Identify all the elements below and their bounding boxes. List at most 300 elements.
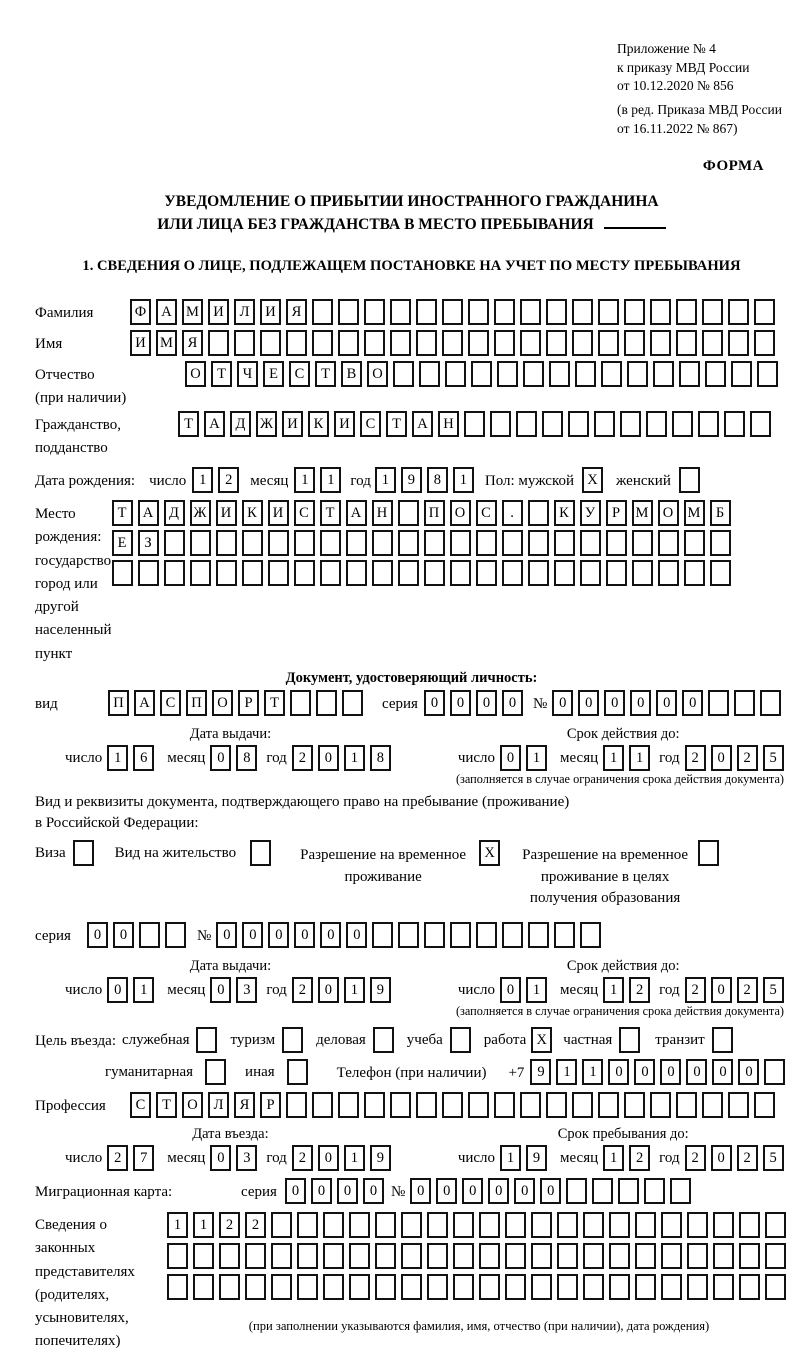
cell[interactable]: [516, 411, 537, 437]
cell[interactable]: [416, 330, 437, 356]
cell[interactable]: [312, 330, 333, 356]
cell[interactable]: [398, 530, 419, 556]
cell[interactable]: 1: [526, 745, 547, 771]
cell[interactable]: [520, 299, 541, 325]
cell[interactable]: Т: [156, 1092, 177, 1118]
cell[interactable]: С: [130, 1092, 151, 1118]
cell[interactable]: 1: [375, 467, 396, 493]
cell[interactable]: [598, 299, 619, 325]
cell[interactable]: [349, 1212, 370, 1238]
cell[interactable]: М: [632, 500, 653, 526]
cell[interactable]: 0: [656, 690, 677, 716]
rvp-doc-number-cells[interactable]: [216, 922, 606, 948]
cell[interactable]: 1: [344, 977, 365, 1003]
birth-month-cells[interactable]: [294, 467, 346, 493]
cell[interactable]: 0: [363, 1178, 384, 1204]
cell[interactable]: Ч: [237, 361, 258, 387]
cell[interactable]: 8: [427, 467, 448, 493]
cell[interactable]: [320, 560, 341, 586]
cell[interactable]: 1: [107, 745, 128, 771]
cell[interactable]: [494, 330, 515, 356]
cell[interactable]: 0: [318, 977, 339, 1003]
sex-female-checkbox[interactable]: [679, 467, 705, 493]
cell[interactable]: [632, 560, 653, 586]
residence-permit-checkbox[interactable]: [250, 840, 276, 866]
cell[interactable]: 1: [193, 1212, 214, 1238]
cell[interactable]: [476, 922, 497, 948]
cell[interactable]: [442, 330, 463, 356]
cell[interactable]: [427, 1274, 448, 1300]
cell[interactable]: 1: [582, 1059, 603, 1085]
cell[interactable]: 7: [133, 1145, 154, 1171]
cell[interactable]: 0: [502, 690, 523, 716]
cell[interactable]: [650, 299, 671, 325]
cell[interactable]: Я: [234, 1092, 255, 1118]
cell[interactable]: [609, 1212, 630, 1238]
cell[interactable]: [165, 922, 186, 948]
cell[interactable]: [287, 1059, 308, 1085]
cell[interactable]: [286, 330, 307, 356]
sex-male-checkbox[interactable]: [582, 467, 608, 493]
cell[interactable]: 2: [218, 467, 239, 493]
cell[interactable]: [658, 530, 679, 556]
cell[interactable]: 0: [604, 690, 625, 716]
iddoc-expiry-day[interactable]: [500, 745, 552, 771]
other-checkbox[interactable]: [287, 1059, 313, 1085]
cell[interactable]: 0: [500, 977, 521, 1003]
cell[interactable]: [650, 330, 671, 356]
cell[interactable]: 0: [210, 1145, 231, 1171]
cell[interactable]: И: [216, 500, 237, 526]
cell[interactable]: [338, 299, 359, 325]
cell[interactable]: [739, 1212, 760, 1238]
commercial-checkbox[interactable]: [373, 1027, 399, 1053]
cell[interactable]: К: [554, 500, 575, 526]
cell[interactable]: О: [185, 361, 206, 387]
cell[interactable]: С: [360, 411, 381, 437]
cell[interactable]: [393, 361, 414, 387]
cell[interactable]: [164, 560, 185, 586]
cell[interactable]: [346, 560, 367, 586]
cell[interactable]: [572, 299, 593, 325]
cell[interactable]: М: [182, 299, 203, 325]
cell[interactable]: 0: [476, 690, 497, 716]
cell[interactable]: А: [156, 299, 177, 325]
cell[interactable]: [268, 530, 289, 556]
cell[interactable]: [196, 1027, 217, 1053]
cell[interactable]: [205, 1059, 226, 1085]
cell[interactable]: [580, 560, 601, 586]
cell[interactable]: [606, 560, 627, 586]
cell[interactable]: [316, 690, 337, 716]
cell[interactable]: [583, 1274, 604, 1300]
cell[interactable]: [702, 299, 723, 325]
cell[interactable]: [312, 1092, 333, 1118]
cell[interactable]: Р: [260, 1092, 281, 1118]
cell[interactable]: Т: [315, 361, 336, 387]
iddoc-issue-month[interactable]: [210, 745, 262, 771]
cell[interactable]: [542, 411, 563, 437]
cell[interactable]: Б: [710, 500, 731, 526]
business-checkbox[interactable]: [196, 1027, 222, 1053]
cell[interactable]: [342, 690, 363, 716]
cell[interactable]: [390, 330, 411, 356]
cell[interactable]: [635, 1212, 656, 1238]
cell[interactable]: [764, 1059, 785, 1085]
entry-year[interactable]: [292, 1145, 396, 1171]
cell[interactable]: [594, 411, 615, 437]
cell[interactable]: 3: [236, 1145, 257, 1171]
cell[interactable]: 2: [629, 1145, 650, 1171]
cell[interactable]: X: [479, 840, 500, 866]
cell[interactable]: [453, 1212, 474, 1238]
cell[interactable]: [750, 411, 771, 437]
cell[interactable]: [372, 560, 393, 586]
migration-card-series-cells[interactable]: [285, 1178, 389, 1204]
cell[interactable]: В: [341, 361, 362, 387]
cell[interactable]: [479, 1274, 500, 1300]
cell[interactable]: Т: [211, 361, 232, 387]
cell[interactable]: [624, 330, 645, 356]
cell[interactable]: [193, 1243, 214, 1269]
cell[interactable]: [624, 299, 645, 325]
cell[interactable]: [554, 530, 575, 556]
cell[interactable]: А: [346, 500, 367, 526]
cell[interactable]: 0: [242, 922, 263, 948]
cell[interactable]: [620, 411, 641, 437]
cell[interactable]: 2: [292, 1145, 313, 1171]
cell[interactable]: [731, 361, 752, 387]
cell[interactable]: X: [582, 467, 603, 493]
iddoc-series-cells[interactable]: [424, 690, 528, 716]
cell[interactable]: [712, 1027, 733, 1053]
cell[interactable]: [338, 1092, 359, 1118]
cell[interactable]: [476, 530, 497, 556]
cell[interactable]: [219, 1274, 240, 1300]
cell[interactable]: О: [658, 500, 679, 526]
cell[interactable]: [765, 1243, 786, 1269]
cell[interactable]: [364, 299, 385, 325]
cell[interactable]: [338, 330, 359, 356]
cell[interactable]: [754, 1092, 775, 1118]
cell[interactable]: [684, 530, 705, 556]
cell[interactable]: Р: [238, 690, 259, 716]
cell[interactable]: [609, 1274, 630, 1300]
cell[interactable]: Н: [372, 500, 393, 526]
cell[interactable]: [554, 922, 575, 948]
cell[interactable]: [557, 1212, 578, 1238]
cell[interactable]: [401, 1274, 422, 1300]
cell[interactable]: [505, 1274, 526, 1300]
cell[interactable]: 0: [450, 690, 471, 716]
cell[interactable]: [627, 361, 648, 387]
cell[interactable]: Д: [230, 411, 251, 437]
cell[interactable]: [580, 530, 601, 556]
cell[interactable]: [250, 840, 271, 866]
cell[interactable]: [601, 361, 622, 387]
birth-year-cells[interactable]: [375, 467, 479, 493]
migration-card-number-cells[interactable]: [410, 1178, 696, 1204]
surname-cells[interactable]: [130, 299, 780, 325]
representatives-cells-row1[interactable]: [167, 1212, 791, 1238]
cell[interactable]: Н: [438, 411, 459, 437]
cell[interactable]: [416, 1092, 437, 1118]
cell[interactable]: [619, 1027, 640, 1053]
cell[interactable]: [583, 1212, 604, 1238]
cell[interactable]: [490, 411, 511, 437]
cell[interactable]: [349, 1243, 370, 1269]
cell[interactable]: Т: [178, 411, 199, 437]
cell[interactable]: .: [502, 500, 523, 526]
cell[interactable]: [323, 1212, 344, 1238]
rvp-issue-year[interactable]: [292, 977, 396, 1003]
cell[interactable]: [713, 1243, 734, 1269]
cell[interactable]: [635, 1274, 656, 1300]
cell[interactable]: Т: [112, 500, 133, 526]
cell[interactable]: [427, 1243, 448, 1269]
cell[interactable]: [698, 840, 719, 866]
cell[interactable]: [505, 1212, 526, 1238]
cell[interactable]: [520, 330, 541, 356]
cell[interactable]: [728, 1092, 749, 1118]
cell[interactable]: [635, 1243, 656, 1269]
cell[interactable]: [687, 1243, 708, 1269]
cell[interactable]: [494, 299, 515, 325]
cell[interactable]: [523, 361, 544, 387]
cell[interactable]: 5: [763, 977, 784, 1003]
cell[interactable]: М: [156, 330, 177, 356]
cell[interactable]: 1: [344, 745, 365, 771]
cell[interactable]: [765, 1274, 786, 1300]
cell[interactable]: 0: [630, 690, 651, 716]
cell[interactable]: 0: [711, 745, 732, 771]
cell[interactable]: С: [289, 361, 310, 387]
cell[interactable]: [724, 411, 745, 437]
birthplace-cells-row3[interactable]: [112, 560, 736, 586]
cell[interactable]: [528, 922, 549, 948]
cell[interactable]: [572, 1092, 593, 1118]
cell[interactable]: 0: [87, 922, 108, 948]
cell[interactable]: 0: [318, 745, 339, 771]
cell[interactable]: [390, 299, 411, 325]
cell[interactable]: 2: [245, 1212, 266, 1238]
cell[interactable]: 2: [292, 977, 313, 1003]
cell[interactable]: [739, 1274, 760, 1300]
cell[interactable]: Р: [606, 500, 627, 526]
cell[interactable]: О: [367, 361, 388, 387]
cell[interactable]: [208, 330, 229, 356]
iddoc-issue-day[interactable]: [107, 745, 159, 771]
cell[interactable]: 2: [737, 1145, 758, 1171]
cell[interactable]: [765, 1212, 786, 1238]
cell[interactable]: [554, 560, 575, 586]
cell[interactable]: [479, 1243, 500, 1269]
cell[interactable]: [290, 690, 311, 716]
cell[interactable]: [450, 530, 471, 556]
firstname-cells[interactable]: [130, 330, 780, 356]
birthplace-cells-row1[interactable]: [112, 500, 736, 526]
cell[interactable]: [390, 1092, 411, 1118]
cell[interactable]: [453, 1274, 474, 1300]
cell[interactable]: 8: [370, 745, 391, 771]
cell[interactable]: 0: [686, 1059, 707, 1085]
cell[interactable]: [687, 1274, 708, 1300]
stay-year[interactable]: [685, 1145, 789, 1171]
iddoc-expiry-year[interactable]: [685, 745, 789, 771]
cell[interactable]: [398, 500, 419, 526]
cell[interactable]: И: [334, 411, 355, 437]
cell[interactable]: [672, 411, 693, 437]
cell[interactable]: Ф: [130, 299, 151, 325]
cell[interactable]: [216, 560, 237, 586]
cell[interactable]: [728, 330, 749, 356]
cell[interactable]: 1: [167, 1212, 188, 1238]
cell[interactable]: [73, 840, 94, 866]
cell[interactable]: 0: [712, 1059, 733, 1085]
cell[interactable]: 2: [629, 977, 650, 1003]
cell[interactable]: [670, 1178, 691, 1204]
cell[interactable]: [661, 1212, 682, 1238]
cell[interactable]: [450, 922, 471, 948]
stay-month[interactable]: [603, 1145, 655, 1171]
cell[interactable]: [528, 560, 549, 586]
cell[interactable]: 1: [500, 1145, 521, 1171]
cell[interactable]: [282, 1027, 303, 1053]
birth-day-cells[interactable]: [192, 467, 244, 493]
cell[interactable]: [112, 560, 133, 586]
rvp-expiry-day[interactable]: [500, 977, 552, 1003]
cell[interactable]: 0: [738, 1059, 759, 1085]
cell[interactable]: 1: [603, 977, 624, 1003]
cell[interactable]: 9: [530, 1059, 551, 1085]
cell[interactable]: [598, 1092, 619, 1118]
patronymic-cells[interactable]: [185, 361, 783, 387]
iddoc-number-cells[interactable]: [552, 690, 786, 716]
cell[interactable]: [557, 1243, 578, 1269]
cell[interactable]: 0: [285, 1178, 306, 1204]
cell[interactable]: 9: [401, 467, 422, 493]
cell[interactable]: [242, 560, 263, 586]
birthplace-cells-row2[interactable]: [112, 530, 736, 556]
cell[interactable]: [702, 330, 723, 356]
cell[interactable]: О: [212, 690, 233, 716]
cell[interactable]: [502, 922, 523, 948]
cell[interactable]: [294, 530, 315, 556]
cell[interactable]: [271, 1274, 292, 1300]
cell[interactable]: [271, 1212, 292, 1238]
cell[interactable]: Я: [286, 299, 307, 325]
cell[interactable]: 0: [294, 922, 315, 948]
citizenship-cells[interactable]: [178, 411, 776, 437]
cell[interactable]: [479, 1212, 500, 1238]
cell[interactable]: Е: [263, 361, 284, 387]
cell[interactable]: 0: [210, 977, 231, 1003]
transit-checkbox[interactable]: [712, 1027, 738, 1053]
cell[interactable]: [471, 361, 492, 387]
cell[interactable]: [698, 411, 719, 437]
cell[interactable]: [754, 299, 775, 325]
cell[interactable]: [546, 330, 567, 356]
cell[interactable]: 0: [424, 690, 445, 716]
rvp-expiry-month[interactable]: [603, 977, 655, 1003]
rvp-issue-month[interactable]: [210, 977, 262, 1003]
cell[interactable]: [372, 530, 393, 556]
cell[interactable]: 0: [462, 1178, 483, 1204]
representatives-cells-row3[interactable]: [167, 1274, 791, 1300]
cell[interactable]: 1: [603, 745, 624, 771]
cell[interactable]: [219, 1243, 240, 1269]
cell[interactable]: [445, 361, 466, 387]
cell[interactable]: 0: [436, 1178, 457, 1204]
cell[interactable]: [618, 1178, 639, 1204]
cell[interactable]: П: [186, 690, 207, 716]
cell[interactable]: [167, 1243, 188, 1269]
cell[interactable]: 2: [219, 1212, 240, 1238]
cell[interactable]: И: [268, 500, 289, 526]
cell[interactable]: [653, 361, 674, 387]
cell[interactable]: [494, 1092, 515, 1118]
cell[interactable]: 0: [410, 1178, 431, 1204]
cell[interactable]: [531, 1274, 552, 1300]
representatives-cells-row2[interactable]: [167, 1243, 791, 1269]
cell[interactable]: [757, 361, 778, 387]
cell[interactable]: 2: [737, 745, 758, 771]
cell[interactable]: 8: [236, 745, 257, 771]
cell[interactable]: [468, 1092, 489, 1118]
cell[interactable]: У: [580, 500, 601, 526]
tourism-checkbox[interactable]: [282, 1027, 308, 1053]
cell[interactable]: 5: [763, 745, 784, 771]
cell[interactable]: А: [134, 690, 155, 716]
cell[interactable]: 1: [453, 467, 474, 493]
cell[interactable]: [497, 361, 518, 387]
cell[interactable]: 0: [500, 745, 521, 771]
cell[interactable]: [528, 530, 549, 556]
cell[interactable]: [424, 530, 445, 556]
cell[interactable]: [713, 1212, 734, 1238]
cell[interactable]: [245, 1243, 266, 1269]
cell[interactable]: [398, 922, 419, 948]
humanitarian-checkbox[interactable]: [205, 1059, 231, 1085]
cell[interactable]: 2: [737, 977, 758, 1003]
cell[interactable]: 1: [133, 977, 154, 1003]
cell[interactable]: [676, 299, 697, 325]
cell[interactable]: [424, 560, 445, 586]
cell[interactable]: [710, 530, 731, 556]
cell[interactable]: [424, 922, 445, 948]
cell[interactable]: 9: [370, 1145, 391, 1171]
phone-cells[interactable]: [530, 1059, 790, 1085]
cell[interactable]: 9: [370, 977, 391, 1003]
cell[interactable]: [323, 1274, 344, 1300]
cell[interactable]: [450, 1027, 471, 1053]
cell[interactable]: 0: [711, 977, 732, 1003]
cell[interactable]: С: [476, 500, 497, 526]
cell[interactable]: [297, 1243, 318, 1269]
rvp-issue-day[interactable]: [107, 977, 159, 1003]
cell[interactable]: 0: [488, 1178, 509, 1204]
cell[interactable]: [520, 1092, 541, 1118]
cell[interactable]: 1: [320, 467, 341, 493]
cell[interactable]: [679, 361, 700, 387]
cell[interactable]: 0: [210, 745, 231, 771]
entry-month[interactable]: [210, 1145, 262, 1171]
cell[interactable]: [646, 411, 667, 437]
cell[interactable]: [442, 299, 463, 325]
cell[interactable]: [606, 530, 627, 556]
cell[interactable]: 1: [526, 977, 547, 1003]
cell[interactable]: [644, 1178, 665, 1204]
